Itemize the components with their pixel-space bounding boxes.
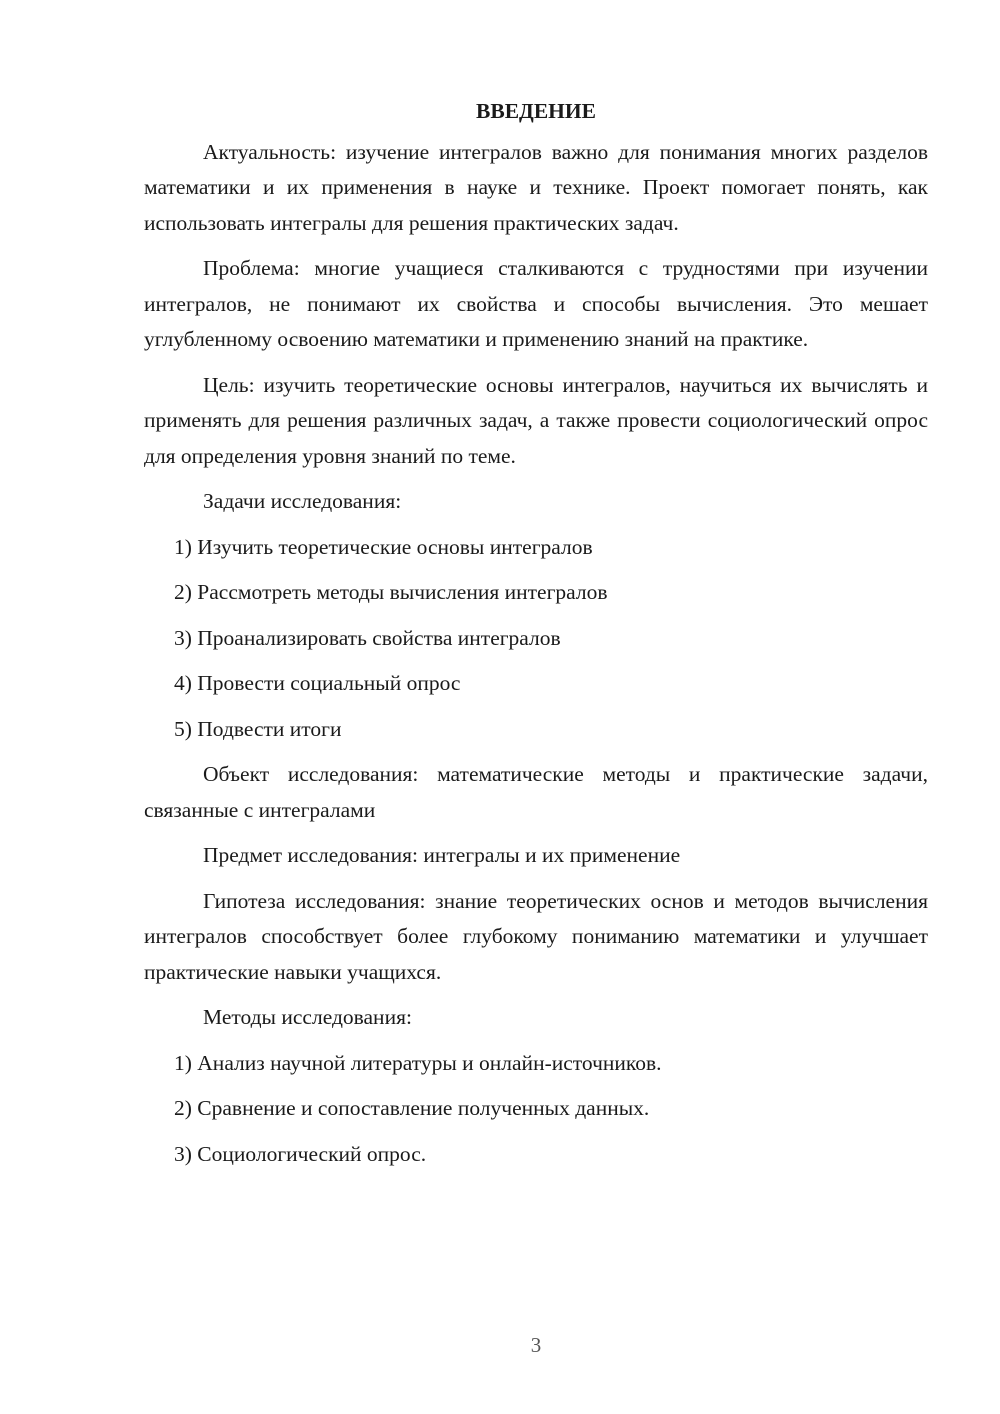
problem-paragraph: Проблема: многие учащиеся сталкиваются с трудностями при изучении интегралов, не понимают их свойства и способы вычисления. Это мешает углубленному освоению математики и применению знаний на практике. xyxy=(144,256,928,351)
object-paragraph: Объект исследования: математические методы и практические задачи, связанные с интегралами xyxy=(144,762,928,822)
relevance-paragraph: Актуальность: изучение интегралов важно для понимания многих разделов математики и их применения в науке и технике. Проект помогает понять, как использовать интегралы для решения практических задач. xyxy=(144,139,928,235)
list-item: 2) Рассмотреть методы вычисления интегралов xyxy=(174,580,608,604)
list-item: 3) Социологический опрос. xyxy=(174,1141,427,1166)
list-item: 2) Сравнение и сопоставление полученных данных. xyxy=(174,1096,650,1120)
subject-paragraph: Предмет исследования: интегралы и их применение xyxy=(203,843,681,867)
list-item: 1) Анализ научной литературы и онлайн-источников. xyxy=(174,1050,662,1075)
hypothesis-paragraph: Гипотеза исследования: знание теоретических основ и методов вычисления интегралов способствует более глубокому пониманию математики и улучшает практические навыки учащихся. xyxy=(144,888,928,984)
methods-title: Методы исследования: xyxy=(203,1005,412,1029)
tasks-title: Задачи исследования: xyxy=(203,489,402,513)
list-item: 4) Провести социальный опрос xyxy=(174,671,461,695)
list-item: 3) Проанализировать свойства интегралов xyxy=(174,625,561,650)
list-item: 1) Изучить теоретические основы интегралов xyxy=(174,534,593,559)
page-heading: ВВЕДЕНИЕ xyxy=(476,99,596,123)
page-number: 3 xyxy=(530,1333,542,1357)
methods-list xyxy=(144,1046,928,1173)
goal-paragraph: Цель: изучить теоретические основы интегралов, научиться их вычислять и применять для решения различных задач, а также провести социологический опрос для определения уровня знаний по теме. xyxy=(144,372,928,468)
page-content xyxy=(144,94,928,1182)
list-item: 5) Подвести итоги xyxy=(174,716,342,741)
tasks-list xyxy=(144,530,928,748)
